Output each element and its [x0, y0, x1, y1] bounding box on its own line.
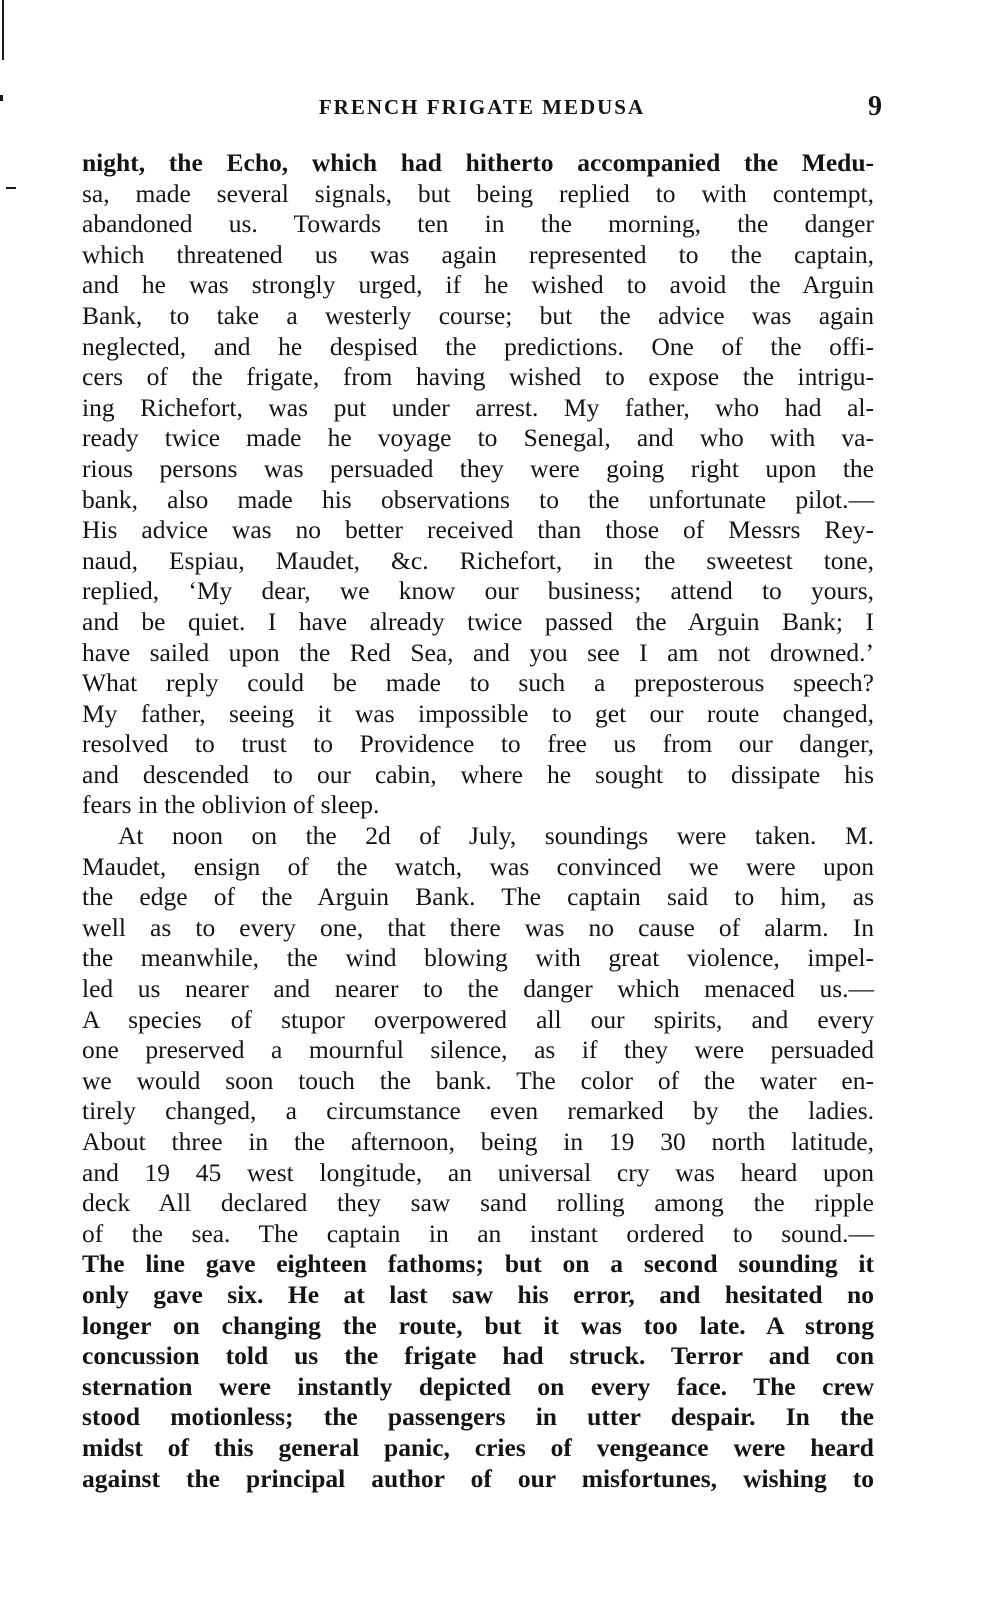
text-line: night, the Echo, which had hitherto accompanied the Medu-	[82, 148, 874, 177]
text-line: fears in the oblivion of sleep.	[82, 790, 380, 820]
text-line: and 19 45 west longitude, an universal cry was heard upon	[82, 1157, 874, 1187]
text-line: ing Richefort, was put under arrest. My father, who had al-	[82, 392, 874, 422]
text-line: My father, seeing it was impossible to get our route changed,	[82, 698, 874, 728]
text-line: ready twice made he voyage to Senegal, and who with va-	[82, 423, 874, 453]
text-line: led us nearer and nearer to the danger which menaced us.—	[82, 974, 874, 1004]
paragraph	[82, 821, 874, 1494]
text-line: sternation were instantly depicted on every face. The crew	[82, 1371, 874, 1401]
text-line: only gave six. He at last saw his error, and hesitated no	[82, 1279, 874, 1309]
text-line: What reply could be made to such a preposterous speech?	[82, 668, 874, 698]
text-line: The line gave eighteen fathoms; but on a second sounding it	[82, 1249, 874, 1279]
text-line: stood motionless; the passengers in utter despair. In the	[82, 1402, 874, 1432]
text-line: one preserved a mournful silence, as if they were persuaded	[82, 1035, 874, 1065]
text-line: cers of the frigate, from having wished to expose the intrigu-	[82, 362, 874, 392]
text-line: deck All declared they saw sand rolling among the ripple	[82, 1188, 874, 1218]
text-line: longer on changing the route, but it was too late. A strong	[82, 1310, 874, 1340]
text-line: of the sea. The captain in an instant ordered to sound.—	[82, 1218, 874, 1248]
text-line: the edge of the Arguin Bank. The captain said to him, as	[82, 882, 874, 912]
text-line: and he was strongly urged, if he wished to avoid the Arguin	[82, 270, 874, 300]
page-edge-line	[2, 0, 4, 60]
text-line: we would soon touch the bank. The color of the water en-	[82, 1065, 874, 1095]
text-line: bank, also made his observations to the unfortunate pilot.—	[82, 484, 874, 514]
text-line: His advice was no better received than those of Messrs Rey-	[82, 515, 874, 545]
text-line: resolved to trust to Providence to free us from our danger,	[82, 729, 874, 759]
text-line: About three in the afternoon, being in 19 30 north latitude,	[82, 1127, 874, 1156]
text-line: neglected, and he despised the predictions. One of the offi-	[82, 331, 874, 361]
text-line: against the principal author of our misfortunes, wishing to	[82, 1463, 874, 1493]
page-number: 9	[868, 91, 882, 122]
text-line: and descended to our cabin, where he sought to dissipate his	[82, 759, 874, 789]
text-line: have sailed upon the Red Sea, and you see I am not drowned.’	[82, 637, 874, 667]
text-line: the meanwhile, the wind blowing with great violence, impel-	[82, 943, 874, 973]
running-head-title: FRENCH FRIGATE MEDUSA	[318, 95, 646, 119]
text-line: well as to every one, that there was no cause of alarm. In	[82, 912, 874, 942]
paragraph	[82, 148, 874, 821]
text-line: At noon on the 2d of July, soundings were taken. M.	[118, 821, 874, 851]
text-line: midst of this general panic, cries of vengeance were heard	[82, 1432, 874, 1462]
text-line: replied, ‘My dear, we know our business; attend to yours,	[82, 576, 874, 606]
text-line: naud, Espiau, Maudet, &c. Richefort, in the sweetest tone,	[82, 545, 874, 575]
text-line: abandoned us. Towards ten in the morning, the danger	[82, 209, 874, 239]
text-line: and be quiet. I have already twice passed the Arguin Bank; I	[82, 606, 874, 636]
text-line: which threatened us was again represented to the captain,	[82, 239, 874, 269]
text-line: A species of stupor overpowered all our spirits, and every	[82, 1004, 874, 1034]
text-line: Maudet, ensign of the watch, was convinced we were upon	[82, 851, 874, 881]
text-line: rious persons was persuaded they were going right upon the	[82, 453, 874, 483]
page-edge-mark	[0, 95, 3, 101]
text-line: Bank, to take a westerly course; but the advice was again	[82, 300, 874, 330]
body-text	[82, 148, 874, 1494]
running-head	[82, 90, 882, 124]
text-line: sa, made several signals, but being replied to with contempt,	[82, 178, 874, 208]
page-edge-dash	[6, 187, 16, 189]
text-line: tirely changed, a circumstance even remarked by the ladies.	[82, 1096, 874, 1126]
text-line: concussion told us the frigate had struck. Terror and con	[82, 1341, 874, 1371]
